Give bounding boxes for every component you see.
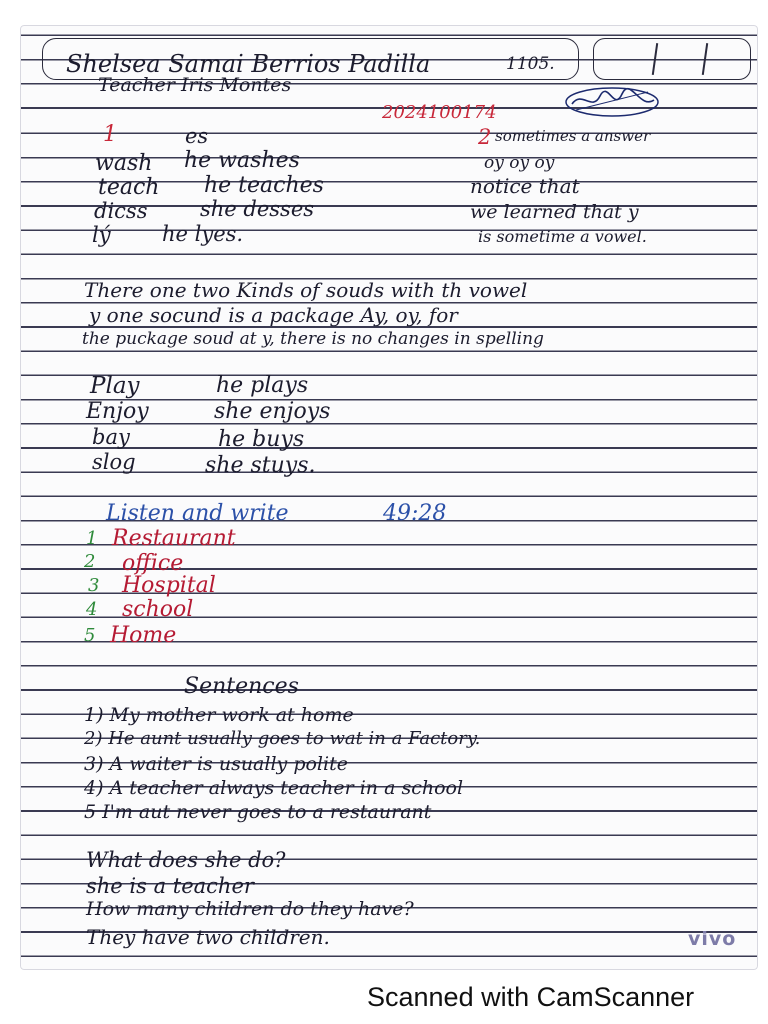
section-number-2: 2	[478, 125, 492, 149]
right-note: is sometime a vowel.	[478, 227, 647, 246]
listen-time: 49:28	[383, 501, 447, 526]
listen-word: Restaurant	[112, 526, 236, 551]
listen-number: 2	[84, 551, 96, 572]
sentence-line: 4) A teacher always teacher in a school	[84, 777, 464, 799]
sentence-line: 1) My mother work at home	[84, 704, 354, 726]
listen-word: school	[122, 597, 194, 622]
sentence-line: 3) A waiter is usually polite	[84, 753, 348, 775]
listen-number: 4	[86, 599, 98, 620]
listen-word: Home	[110, 623, 177, 648]
right-note: oy oy oy	[484, 153, 555, 173]
sentence-line: 2) He aunt usually goes to wat in a Factory.	[84, 728, 481, 749]
signature	[562, 82, 662, 122]
right-note: sometimes a answer	[495, 127, 651, 145]
paragraph-line: There one two Kinds of souds with th vowel	[84, 278, 528, 302]
student-id: 2024100174	[382, 102, 497, 123]
listen-word: Hospital	[122, 573, 216, 598]
verb-base: slog	[92, 450, 136, 474]
verb-base: bay	[92, 425, 130, 449]
verb-third: he washes	[184, 148, 300, 173]
paragraph-line: y one socund is a package Ay, oy, for	[89, 303, 458, 327]
sentence-line: 5 I'm aut never goes to a restaurant	[84, 801, 432, 823]
verb-base: Play	[90, 373, 140, 399]
dialogue-line: she is a teacher	[86, 874, 254, 898]
verb-base: wash	[95, 151, 153, 176]
dialogue-line: What does she do?	[86, 848, 286, 872]
teacher-name: Teacher Iris Montes	[98, 74, 292, 96]
verb-third: he lyes.	[162, 222, 244, 246]
verb-third: he buys	[218, 427, 305, 452]
section-number-1: 1	[103, 122, 117, 147]
verb-third: he plays	[216, 373, 309, 398]
grade-box	[593, 38, 751, 80]
dialogue-line: They have two children.	[86, 925, 330, 949]
camscanner-footer: Scanned with CamScanner	[367, 982, 695, 1012]
right-note: notice that	[470, 174, 580, 198]
verb-base: dicss	[94, 199, 148, 223]
paragraph-line: the puckage soud at y, there is no changes in spelling	[82, 329, 544, 349]
listen-title: Listen and write	[106, 501, 289, 526]
listen-number: 5	[84, 625, 96, 646]
verb-base: Enjoy	[86, 399, 149, 424]
verb-third: she stuys.	[205, 453, 316, 478]
listen-number: 3	[88, 575, 100, 596]
listen-number: 1	[86, 528, 98, 549]
verb-third: she desses	[200, 197, 315, 221]
right-note: we learned that y	[470, 201, 639, 223]
listen-word: office	[122, 551, 184, 576]
dialogue-line: How many children do they have?	[86, 898, 414, 920]
verb-third: he teaches	[204, 173, 324, 198]
verb-base: teach	[98, 175, 160, 200]
es-label: es	[185, 124, 209, 148]
vivo-watermark: vivo	[688, 928, 737, 950]
group-number: 1105.	[506, 54, 555, 74]
student-name: Shelsea Samai Berrios Padilla	[66, 50, 431, 78]
verb-base: lý	[92, 223, 111, 247]
sentences-title: Sentences	[184, 674, 299, 699]
verb-third: she enjoys	[214, 399, 331, 424]
